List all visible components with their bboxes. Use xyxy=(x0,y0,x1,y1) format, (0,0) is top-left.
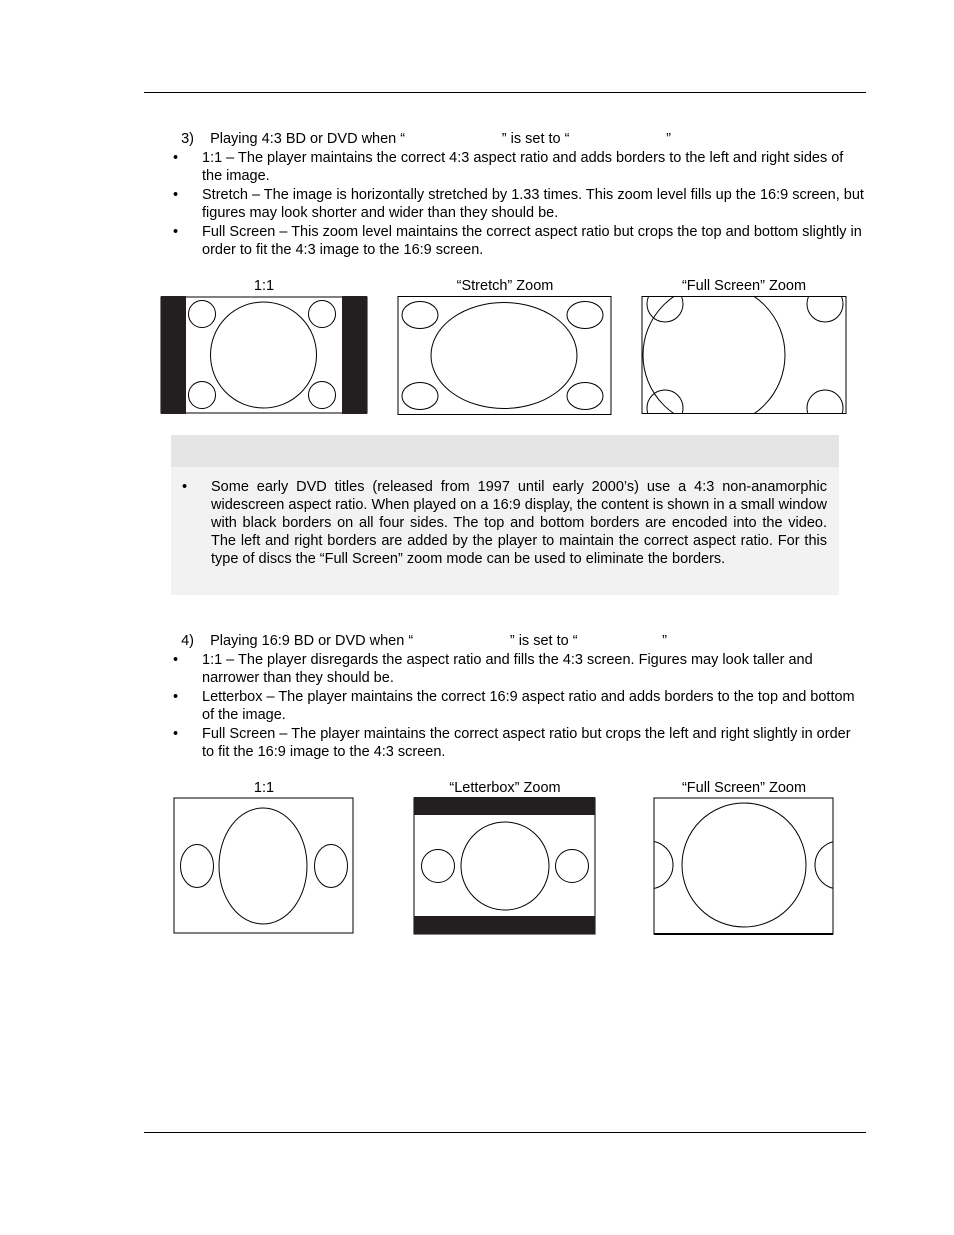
pillarbox-diagram xyxy=(160,296,368,414)
section-4-number: 4) xyxy=(181,633,194,649)
figure-caption: 1:1 xyxy=(253,780,275,796)
figure-caption: “Letterbox” Zoom xyxy=(449,780,561,796)
stretch-diagram xyxy=(397,296,612,416)
note-text: Some early DVD titles (released from 1997 until early 2000’s) use a 4:3 non-anamorphic widescreen aspect ratio. When played on a 16:9 display, the content is shown in a small window with black borders on all four sides. The top and bottom borders are encoded into the video. The left and right borders are added by the player to maintain the correct aspect ratio. For this type of discs the “Full Screen” zoom mode can be used to eliminate the borders. xyxy=(211,479,827,567)
bullet-text: Letterbox – The player maintains the correct 16:9 aspect ratio and adds borders to the top and bottom of the image. xyxy=(202,689,855,723)
full-screen-crop-diagram xyxy=(641,296,847,415)
bullet-icon: • xyxy=(173,150,179,166)
figure-caption: “Full Screen” Zoom xyxy=(681,278,807,294)
bullet-icon: • xyxy=(173,689,179,705)
bullet-text: 1:1 – The player disregards the aspect ratio and fills the 4:3 screen. Figures may look taller and narrower than they should be. xyxy=(202,652,813,686)
section-3-number: 3) xyxy=(181,131,194,147)
bullet-icon: • xyxy=(173,224,179,240)
bullet-icon: • xyxy=(173,726,179,742)
note-list xyxy=(182,478,827,568)
bullet-text: Full Screen – The player maintains the correct aspect ratio but crops the left and right slightly in order to fit the 16:9 image to the 4:3 screen. xyxy=(202,726,851,760)
list-item xyxy=(173,186,866,222)
section-4-heading xyxy=(173,614,667,650)
list-item xyxy=(173,223,866,259)
bullet-text: 1:1 – The player maintains the correct 4:3 aspect ratio and adds borders to the left and right sides of the image. xyxy=(202,150,844,184)
section-3-heading-text: Playing 4:3 BD or DVD when “ ” is set to “ ” xyxy=(210,131,671,147)
header-rule xyxy=(144,92,866,93)
section-4-bullet-list xyxy=(173,651,866,762)
list-item xyxy=(173,149,866,185)
list-item xyxy=(173,688,866,724)
figure-caption: “Full Screen” Zoom xyxy=(681,780,807,796)
section-4-heading-text: Playing 16:9 BD or DVD when “ ” is set to “ ” xyxy=(210,633,667,649)
section-3-heading xyxy=(173,112,671,148)
note-header-bar xyxy=(171,435,839,467)
figure-caption: 1:1 xyxy=(253,278,275,294)
note-item xyxy=(182,478,827,568)
list-item xyxy=(173,651,866,687)
list-item xyxy=(173,725,866,761)
bullet-text: Stretch – The image is horizontally stretched by 1.33 times. This zoom level fills up the 16:9 screen, but figures may look shorter and wider than they should be. xyxy=(202,187,864,221)
footer-rule xyxy=(144,1132,866,1133)
figure-caption: “Stretch” Zoom xyxy=(456,278,554,294)
note-box xyxy=(171,435,839,595)
bullet-text: Full Screen – This zoom level maintains the correct aspect ratio but crops the top and bottom slightly in order to fit the 4:3 image to the 16:9 screen. xyxy=(202,224,862,258)
section-3-bullet-list xyxy=(173,149,866,260)
squeezed-diagram xyxy=(173,797,354,934)
bullet-icon: • xyxy=(173,187,179,203)
bullet-icon: • xyxy=(182,479,188,495)
full-screen-side-crop-diagram xyxy=(653,797,835,936)
bullet-icon: • xyxy=(173,652,179,668)
letterbox-diagram xyxy=(413,797,596,935)
